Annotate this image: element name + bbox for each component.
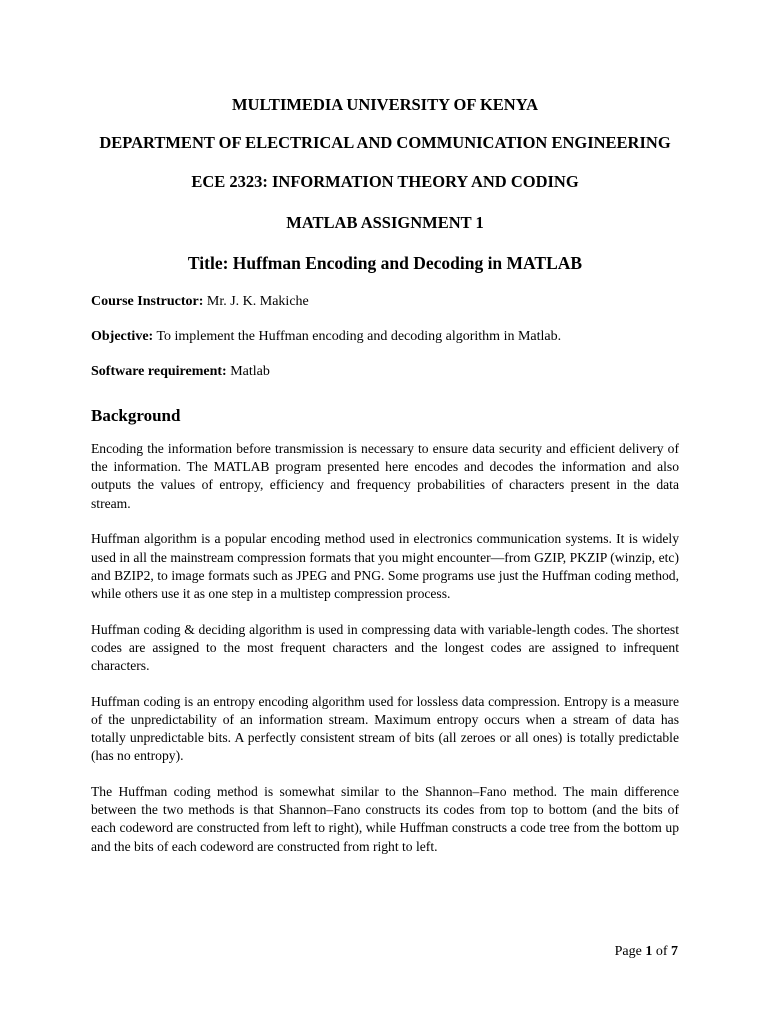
- background-paragraph: The Huffman coding method is somewhat similar to the Shannon–Fano method. The main difference between the two methods is that Shannon–Fano constructs its codes from top to bottom (and the bits of each codeword are constructed from left to right), while Huffman constructs a code tree from the bottom up and the bits of each codeword are constructed from right to left.: [91, 784, 679, 854]
- software-value: Matlab: [226, 364, 270, 379]
- background-paragraph: Encoding the information before transmission is necessary to ensure data security and efficient delivery of the information. The MATLAB program presented here encodes and decodes the information and also outputs the values of entropy, efficiency and frequency probabilities of characters present in the data stream.: [91, 441, 679, 511]
- of-label: of: [652, 944, 671, 959]
- page-number: [615, 943, 678, 961]
- university-heading: MULTIMEDIA UNIVERSITY OF KENYA: [231, 95, 539, 114]
- instructor-value: Mr. J. K. Makiche: [203, 294, 309, 309]
- objective-value: To implement the Huffman encoding and decoding algorithm in Matlab.: [153, 329, 562, 344]
- background-paragraph: Huffman algorithm is a popular encoding method used in electronics communication systems. It is widely used in all the mainstream compression formats that you might encounter—from GZIP, PKZIP (winzip, etc) and BZIP2, to image formats such as JPEG and PNG. Some programs use just the Huffman coding method, while others use it as one step in a multistep compression process.: [91, 531, 679, 601]
- current-page: 1: [645, 944, 653, 959]
- assignment-heading: MATLAB ASSIGNMENT 1: [286, 213, 484, 232]
- page-label: Page: [614, 944, 646, 959]
- objective-line: [91, 328, 679, 346]
- software-line: [91, 363, 679, 381]
- instructor-label: Course Instructor:: [91, 294, 204, 309]
- total-pages: 7: [671, 944, 678, 959]
- department-heading: DEPARTMENT OF ELECTRICAL AND COMMUNICATION ENGINEERING: [99, 133, 671, 152]
- instructor-line: [91, 293, 679, 311]
- background-paragraph: Huffman coding is an entropy encoding algorithm used for lossless data compression. Entropy is a measure of the unpredictability of an information stream. Maximum entropy occurs when a stream of data has totally unpredictable bits. A perfectly consistent stream of bits (all zeroes or all ones) is totally predictable (has no entropy).: [91, 693, 679, 764]
- objective-label: Objective:: [91, 329, 154, 344]
- background-heading: Background: [91, 406, 181, 425]
- course-heading: ECE 2323: INFORMATION THEORY AND CODING: [191, 172, 579, 191]
- document-title: Title: Huffman Encoding and Decoding in MATLAB: [187, 253, 583, 273]
- background-paragraph: Huffman coding & deciding algorithm is used in compressing data with variable-length codes. The shortest codes are assigned to the most frequent characters and the longest codes are assigned to infrequent characters.: [91, 621, 679, 674]
- software-label: Software requirement:: [91, 364, 227, 379]
